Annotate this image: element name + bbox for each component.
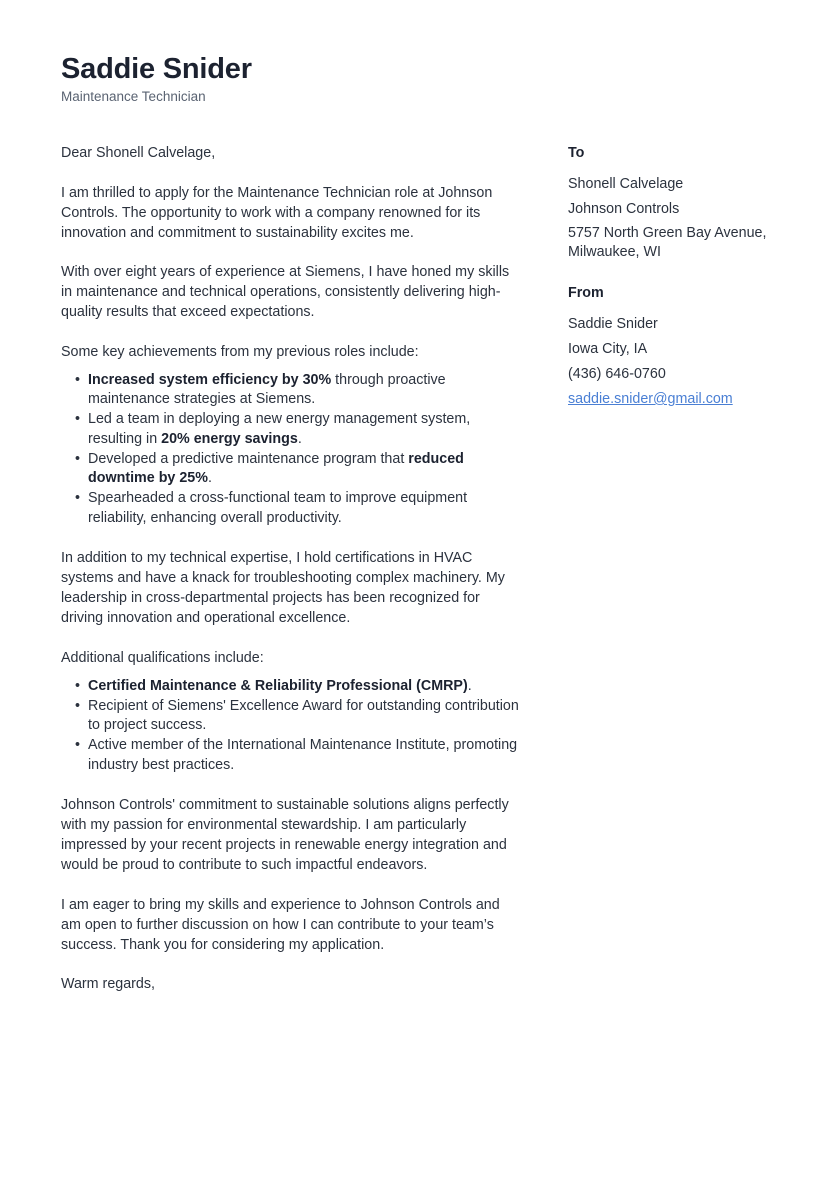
intro-paragraph: I am thrilled to apply for the Maintenance Technician role at Johnson Controls. The opportunity to work with a company renowned for its innovation and commitment to sustainability excites me. <box>61 184 493 241</box>
sender-block <box>568 283 778 409</box>
achievement-text: through proactive maintenance strategies at Siemens. <box>88 371 446 408</box>
sender-heading: From <box>568 285 604 301</box>
qualification-text: . <box>467 677 472 694</box>
sender-name: Saddie Snider <box>568 316 658 332</box>
qualification-highlight: Certified Maintenance & Reliability Professional (CMRP) <box>88 677 468 694</box>
qualification-text: Active member of the International Maintenance Institute, promoting industry best practices. <box>88 737 518 774</box>
achievements-list <box>61 371 521 529</box>
recipient-address: 5757 North Green Bay Avenue, Milwaukee, WI <box>568 225 767 260</box>
achievement-text: Developed a predictive maintenance program that <box>88 450 409 467</box>
sender-email-link[interactable]: saddie.snider@gmail.com <box>568 391 733 407</box>
letter-meta-column <box>568 143 778 430</box>
achievements-intro: Some key achievements from my previous roles include: <box>61 343 419 360</box>
experience-paragraph: With over eight years of experience at Siemens, I have honed my skills in maintenance and technical operations, consistently delivering high-quality results that exceed expectations. <box>61 264 510 320</box>
signoff: Warm regards, <box>61 976 156 993</box>
recipient-heading: To <box>568 145 585 161</box>
closing-paragraph: I am eager to bring my skills and experience to Johnson Controls and am open to further discussion on how I can contribute to your team’s success. Thank you for considering my application. <box>61 896 500 953</box>
sender-phone: (436) 646-0760 <box>568 366 666 382</box>
applicant-name: Saddie Snider <box>61 53 252 85</box>
list-item <box>61 371 521 411</box>
achievement-text: Spearheaded a cross-functional team to improve equipment reliability, enhancing overall productivity. <box>88 490 468 527</box>
sender-location: Iowa City, IA <box>568 341 648 357</box>
list-item <box>61 410 521 450</box>
list-item <box>61 697 521 737</box>
list-item <box>61 450 521 490</box>
list-item <box>61 677 521 697</box>
list-item <box>61 736 521 776</box>
recipient-block <box>568 143 778 262</box>
alignment-paragraph: Johnson Controls' commitment to sustainable solutions aligns perfectly with my passion for environmental stewardship. I am particularly impressed by your recent projects in renewable energy integration and would be proud to contribute to such impactful endeavors. <box>61 797 509 874</box>
achievement-text-tail: . <box>297 430 302 447</box>
achievement-highlight: 20% energy savings <box>161 430 298 447</box>
salutation: Dear Shonell Calvelage, <box>61 145 216 161</box>
achievement-text-tail: . <box>207 470 212 487</box>
achievement-highlight: Increased system efficiency by 30% <box>88 371 332 388</box>
list-item <box>61 489 521 529</box>
qualifications-intro: Additional qualifications include: <box>61 649 264 666</box>
applicant-role: Maintenance Technician <box>61 89 206 104</box>
expertise-paragraph: In addition to my technical expertise, I hold certifications in HVAC systems and have a knack for troubleshooting complex machinery. My leadership in cross-departmental projects has been recognized for driving innovation and operational excellence. <box>61 550 505 627</box>
letter-header <box>61 52 761 106</box>
achievement-text: Led a team in deploying a new energy management system, resulting in <box>88 411 471 447</box>
recipient-company: Johnson Controls <box>568 201 680 217</box>
letter-body-column <box>61 143 521 994</box>
recipient-name: Shonell Calvelage <box>568 176 684 192</box>
qualification-text: Recipient of Siemens' Excellence Award for outstanding contribution to project success. <box>88 697 519 734</box>
qualifications-list <box>61 677 521 776</box>
achievement-highlight: reduced downtime by 25% <box>88 450 464 487</box>
